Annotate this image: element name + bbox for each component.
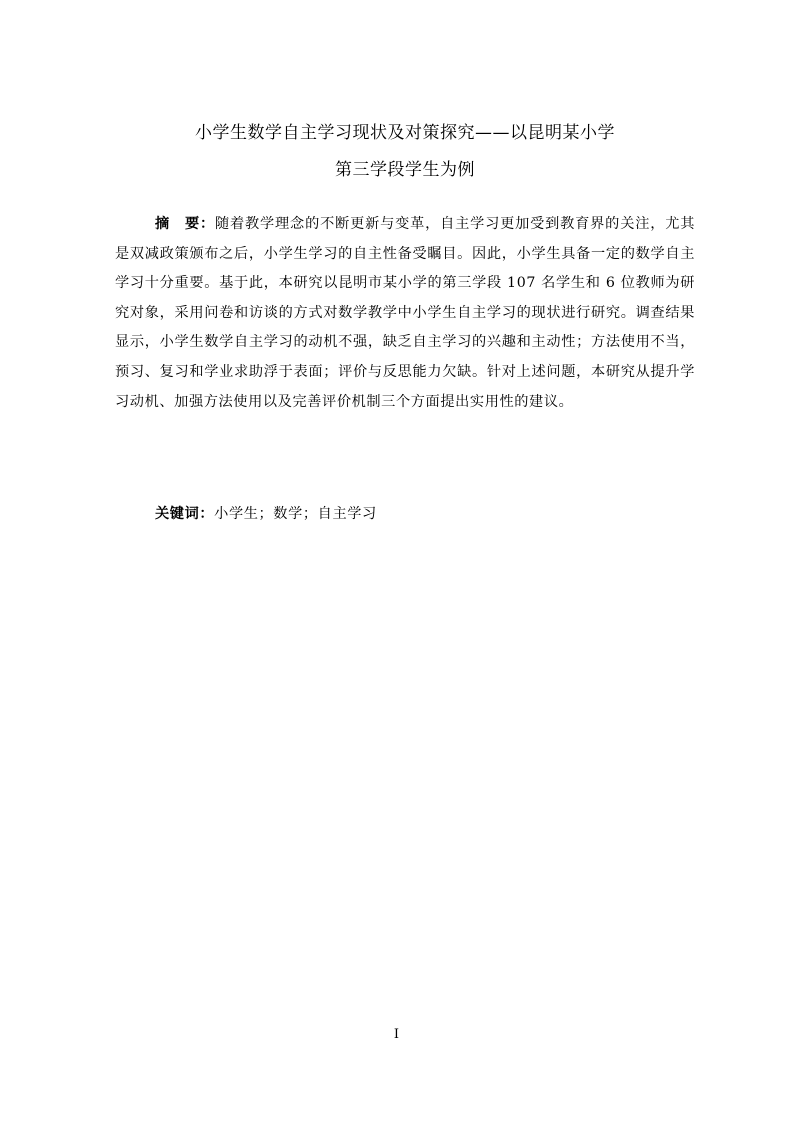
abstract-text: 随着教学理念的不断更新与变革，自主学习更加受到教育界的关注，尤其是双减政策颁布之后，小学生学习的自主性备受瞩目。因此，小学生具备一定的数学自主学习十分重要。基于此，本研究以昆明市某小学的第三学段 107 名学生和 6 位教师为研究对象，采用问卷和访谈的方式对数学教学中小学生自主学习的现状进行研究。调查结果显示，小学生数学自主学习的动机不强，缺乏自主学习的兴趣和主动性；方法使用不当，预习、复习和学业求助浮于表面；评价与反思能力欠缺。针对上述问题，本研究从提升学习动机、加强方法使用以及完善评价机制三个方面提出实用性的建议。: [115, 216, 696, 410]
abstract-paragraph: [115, 210, 695, 417]
title-line-1: 小学生数学自主学习现状及对策探究——以昆明某小学: [195, 123, 615, 143]
keywords-label: 关键词：: [155, 506, 215, 522]
keywords-text: 小学生；数学；自主学习: [214, 506, 377, 522]
abstract-label: 摘 要：: [155, 216, 216, 232]
title-line-2: 第三学段学生为例: [335, 160, 475, 180]
keywords-line: [155, 501, 377, 527]
page-number: I: [393, 1027, 400, 1042]
